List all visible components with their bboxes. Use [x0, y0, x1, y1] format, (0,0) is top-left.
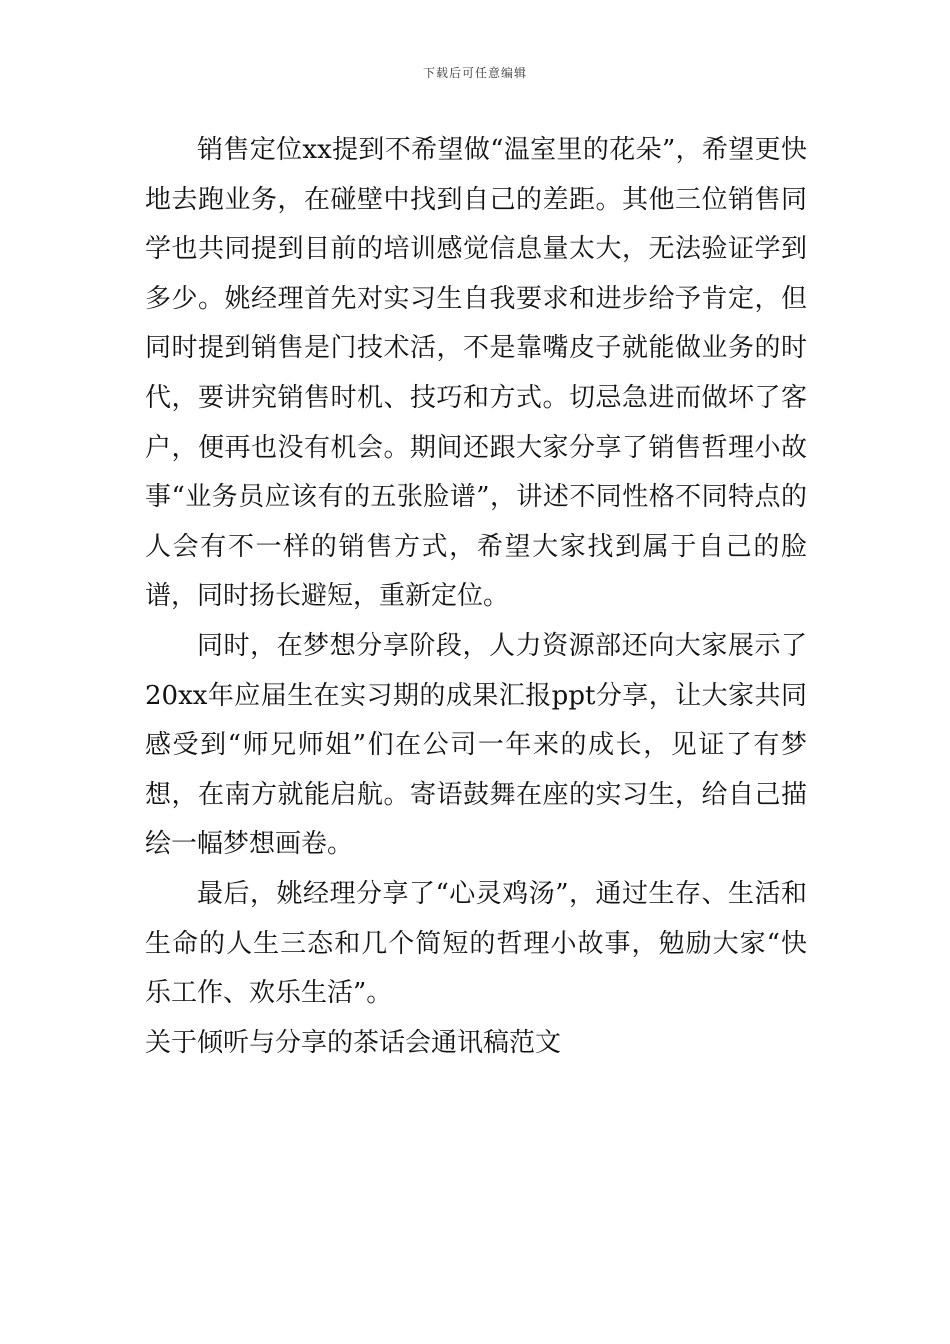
document-body	[145, 126, 807, 1068]
header-note: 下载后可任意编辑	[422, 66, 527, 80]
paragraph-sales-positioning: 销售定位xx提到不希望做“温室里的花朵”，希望更快地去跑业务，在碰壁中找到自己的差距。其他三位销售同学也共同提到目前的培训感觉信息量太大，无法验证学到多少。姚经理首先对实习生自我要求和进步给予肯定，但同时提到销售是门技术活，不是靠嘴皮子就能做业务的时代，要讲究销售时机、技巧和方式。切忌急进而做坏了客户，便再也没有机会。期间还跟大家分享了销售哲理小故事“业务员应该有的五张脸谱”，讲述不同性格不同特点的人会有不一样的销售方式，希望大家找到属于自己的脸谱，同时扬长避短，重新定位。	[145, 135, 807, 612]
paragraph-closing: 最后，姚经理分享了“心灵鸡汤”，通过生存、生活和生命的人生三态和几个简短的哲理小故事，勉励大家“快乐工作、欢乐生活”。	[145, 878, 807, 1009]
paragraph-dream-sharing: 同时，在梦想分享阶段，人力资源部还向大家展示了20xx年应届生在实习期的成果汇报ppt分享，让大家共同感受到“师兄师姐”们在公司一年来的成长，见证了有梦想，在南方就能启航。寄语鼓舞在座的实习生，给自己描绘一幅梦想画卷。	[145, 630, 807, 860]
next-article-title: 关于倾听与分享的茶话会通讯稿范文	[145, 1027, 562, 1058]
